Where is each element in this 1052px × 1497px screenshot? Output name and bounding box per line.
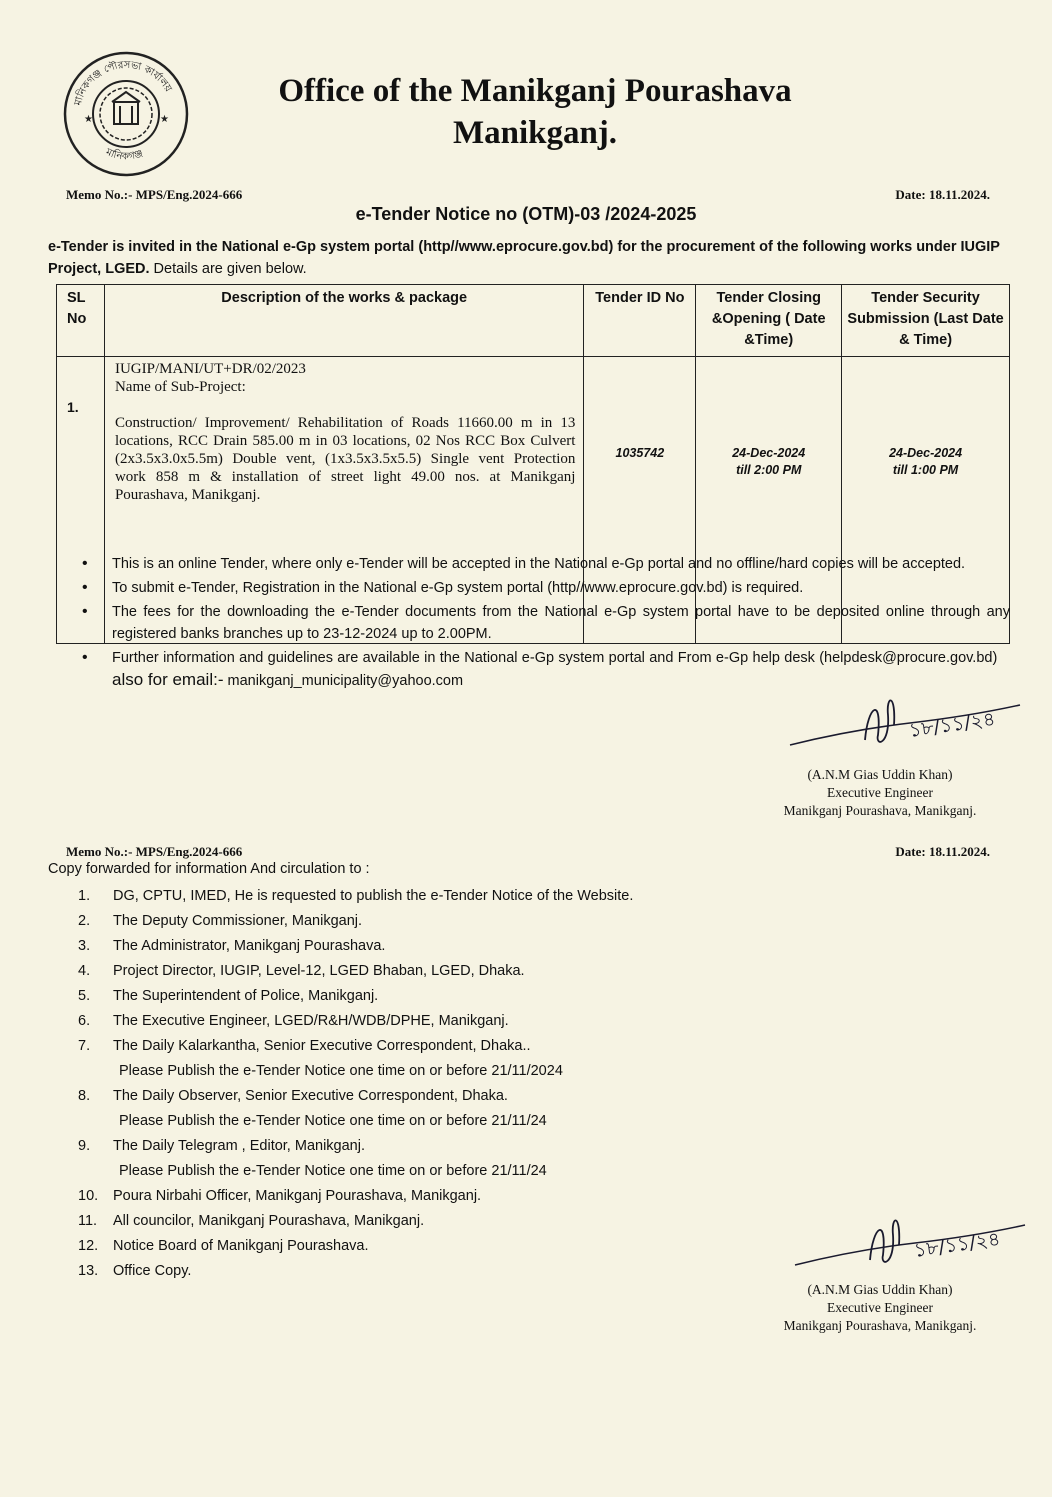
signature-date: ১৮/১১/২৪ (907, 708, 997, 742)
svg-text:★: ★ (160, 114, 169, 125)
copy-heading: Copy forwarded for information And circulation to : (48, 861, 370, 877)
list-item: 11. All councilor, Manikganj Pourashava, Manikganj. (78, 1213, 425, 1229)
list-item: 6. The Executive Engineer, LGED/R&H/WDB/DPHE, Manikganj. (78, 1013, 509, 1029)
svg-text:মানিকগঞ্জ (103, 146, 144, 162)
row-sl: 1. (57, 357, 105, 644)
signatory-designation: Executive Engineer (826, 1300, 934, 1315)
list-item: • To submit e-Tender, Registration in the National e-Gp system portal (http//www.eprocure.gov.bd) is required. (70, 577, 1010, 599)
email-label: also for email:- (112, 670, 224, 689)
memo-date: Date: 18.11.2024. (895, 187, 990, 202)
signature-icon (775, 1205, 1035, 1275)
memo-date-copy: Date: 18.11.2024. (895, 844, 990, 859)
signatory-office: Manikganj Pourashava, Manikganj. (783, 1318, 977, 1333)
copy-list (78, 884, 798, 1284)
list-item: 2. The Deputy Commissioner, Manikganj. (78, 913, 363, 929)
seal-top-text: মানিকগঞ্জ পৌরসভা কার্যালয় (72, 59, 174, 107)
header-sl: SL No (57, 285, 105, 357)
notice-bullets (70, 553, 1010, 694)
row-package: IUGIP/MANI/UT+DR/02/2023 (114, 361, 306, 377)
office-title-line1: Office of the Manikganj Pourashava (278, 73, 792, 109)
signatory-office: Manikganj Pourashava, Manikganj. (783, 803, 977, 818)
bullet-helpdesk-text: Further information and guidelines are available in the National e-Gp system portal and From e-Gp help desk (helpdesk@procure.gov.bd) (112, 650, 998, 666)
list-item: 8. The Daily Observer, Senior Executive Correspondent, Dhaka. (78, 1088, 508, 1104)
svg-text:★: ★ (84, 114, 93, 125)
row-closing-time: till 2:00 PM (736, 463, 802, 477)
list-item: 4. Project Director, IUGIP, Level-12, LGED Bhaban, LGED, Dhaka. (78, 963, 525, 979)
header-closing: Tender Closing &Opening ( Date &Time) (696, 285, 842, 357)
row-works: Construction/ Improvement/ Rehabilitation of Roads 11660.00 m in 13 locations, RCC Drain 585.00 m in 03 locations, 02 Nos RCC Box Culvert (2x3.5x3.0x5.5m) Double vent, (1x3.5x3.5x5.5) Single vent Protection work 858 m & installation of street light 49.00 nos. at Manikganj Pourashava, Manikganj. (114, 415, 576, 503)
office-title-line2: Manikganj. (452, 115, 618, 151)
list-item: 5. The Superintendent of Police, Manikganj. (78, 988, 379, 1004)
seal-bottom-text: মানিকগঞ্জ (104, 146, 145, 163)
list-item: 7. The Daily Kalarkantha, Senior Executive Correspondent, Dhaka.. (78, 1038, 531, 1054)
list-item: 9. The Daily Telegram , Editor, Manikganj. (78, 1138, 365, 1154)
list-item-note: Please Publish the e-Tender Notice one time on or before 21/11/2024 (119, 1063, 563, 1079)
signatory-name: (A.N.M Gias Uddin Khan) (807, 1282, 953, 1297)
list-item: 10. Poura Nirbahi Officer, Manikganj Pourashava, Manikganj. (78, 1188, 482, 1204)
list-item: 3. The Administrator, Manikganj Pourashava. (78, 938, 386, 954)
list-item-note: Please Publish the e-Tender Notice one time on or before 21/11/24 (119, 1163, 547, 1179)
memo-number: Memo No.:- MPS/Eng.2024-666 (66, 187, 243, 202)
row-security-date: 24-Dec-2024 (889, 446, 963, 460)
intro-normal-text: Details are given below. (149, 261, 307, 277)
signature-date: ১৮/১১/২৪ (912, 1228, 1002, 1262)
signatory-block (755, 766, 1005, 820)
list-item: 1. DG, CPTU, IMED, He is requested to publish the e-Tender Notice of the Website. (78, 888, 634, 904)
list-item: • The fees for the downloading the e-Tender documents from the National e-Gp system portal have to be deposited online through any registered banks branches up to 23-12-2024 up to 2.00PM. (70, 601, 1010, 645)
signatory-designation: Executive Engineer (826, 785, 934, 800)
signatory-block (755, 1281, 1005, 1335)
signatory-name: (A.N.M Gias Uddin Khan) (807, 767, 953, 782)
header-tender-id: Tender ID No (584, 285, 696, 357)
header-security: Tender Security Submission (Last Date & Time) (842, 285, 1010, 357)
list-item: 13. Office Copy. (78, 1263, 192, 1279)
table-header-row (57, 285, 1010, 357)
signature-icon (770, 685, 1030, 755)
office-title (225, 70, 845, 154)
pourashava-seal-icon (62, 50, 190, 178)
row-security-time: till 1:00 PM (892, 463, 959, 477)
list-item: 12. Notice Board of Manikganj Pourashava. (78, 1238, 369, 1254)
list-item: • This is an online Tender, where only e-Tender will be accepted in the National e-Gp portal and no offline/hard copies will be accepted. (70, 553, 1010, 575)
notice-intro (48, 236, 1010, 280)
memo-number-copy: Memo No.:- MPS/Eng.2024-666 (66, 844, 243, 859)
intro-bold-text: e-Tender is invited in the National e-Gp system portal (http//www.eprocure.gov.bd) for the procurement of the following works under IUGIP Project, LGED. (48, 239, 1000, 277)
notice-title: e-Tender Notice no (OTM)-03 /2024-2025 (355, 204, 697, 224)
header-description: Description of the works & package (104, 285, 583, 357)
contact-email: manikganj_municipality@yahoo.com (227, 673, 464, 689)
row-tender-id: 1035742 (584, 357, 696, 644)
row-sub-project: Name of Sub-Project: (114, 379, 246, 395)
row-closing-date: 24-Dec-2024 (732, 446, 806, 460)
list-item-note: Please Publish the e-Tender Notice one time on or before 21/11/24 (119, 1113, 547, 1129)
